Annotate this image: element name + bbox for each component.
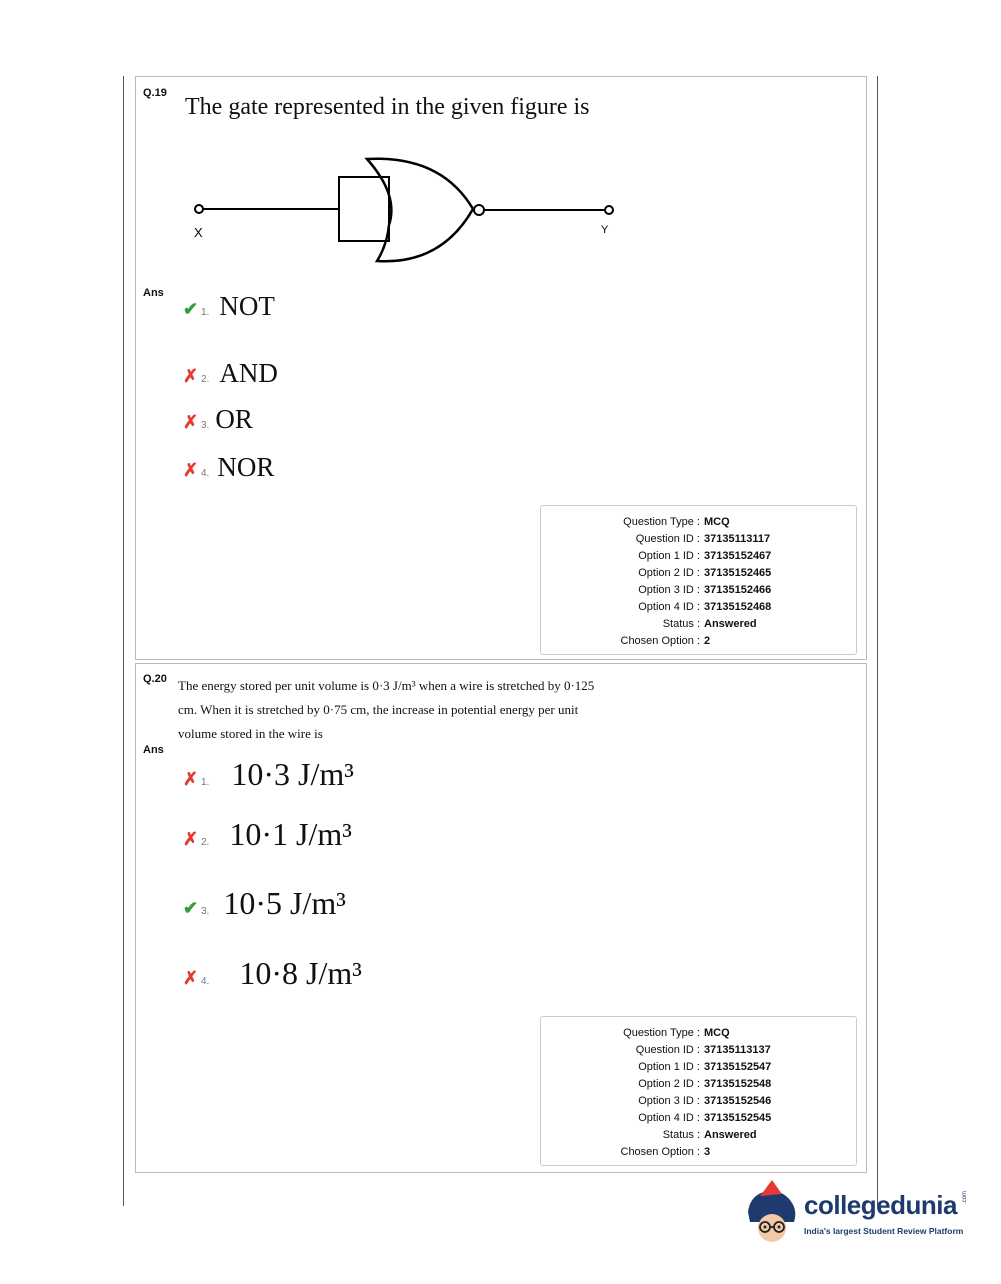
wrong-cross-icon: ✗	[183, 366, 199, 386]
right-border-line	[877, 76, 878, 1206]
option-text: NOT	[219, 291, 275, 321]
question-text	[178, 674, 594, 746]
output-label: Y	[601, 224, 609, 236]
input-terminal	[195, 205, 203, 213]
option-text: NOR	[217, 452, 275, 482]
question-20-box	[135, 663, 867, 1173]
option-number: 3.	[201, 420, 210, 431]
or-gate-body	[367, 159, 473, 262]
wrong-cross-icon: ✗	[183, 412, 199, 432]
not-gate-figure	[191, 155, 691, 275]
option-3	[183, 404, 253, 435]
correct-check-icon: ✔	[183, 898, 199, 918]
option-2	[183, 816, 352, 853]
input-label: X	[194, 225, 203, 240]
option-number: 4.	[201, 468, 210, 479]
gate-input-box	[339, 177, 389, 241]
option-3	[183, 885, 346, 922]
option-number: 2.	[201, 374, 210, 385]
left-border-line	[123, 76, 124, 1206]
inversion-bubble	[474, 205, 484, 215]
answer-label: Ans	[143, 287, 164, 299]
question-text-line: volume stored in the wire is	[178, 726, 323, 741]
question-19-box	[135, 76, 867, 660]
question-text: The gate represented in the given figure is	[185, 94, 590, 120]
output-terminal	[605, 206, 613, 214]
option-number: 2.	[201, 837, 210, 848]
option-text: 10·5 J/m³	[223, 885, 346, 921]
question-number: Q.20	[143, 673, 167, 685]
option-number: 4.	[201, 976, 210, 987]
brand-tagline: India's largest Student Review Platform	[804, 1226, 964, 1236]
option-text: AND	[219, 358, 278, 388]
question-meta-panel: Question Type : MCQ Question ID : 37135113137 Option 1 ID : 37135152547 Option 2 ID : 37135152548 Option 3 ID : 37135152546 Option 4 ID : 37135152545 Status : Answered Chosen Option : 3	[540, 1016, 857, 1166]
option-4	[183, 955, 362, 992]
brand-name: collegedunia	[804, 1190, 957, 1220]
correct-check-icon: ✔	[183, 299, 199, 319]
question-text-line: cm. When it is stretched by 0·75 cm, the increase in potential energy per unit	[178, 702, 579, 717]
question-text-line: The energy stored per unit volume is 0·3 J/m³ when a wire is stretched by 0·125	[178, 678, 595, 693]
question-meta-panel: Question Type : MCQ Question ID : 37135113117 Option 1 ID : 37135152467 Option 2 ID : 37135152465 Option 3 ID : 37135152466 Option 4 ID : 37135152468 Status : Answered Chosen Option : 2	[540, 505, 857, 655]
wrong-cross-icon: ✗	[183, 769, 199, 789]
option-4	[183, 452, 274, 483]
option-1	[183, 756, 354, 793]
wrong-cross-icon: ✗	[183, 968, 199, 988]
option-text: 10·8 J/m³	[239, 955, 362, 991]
brand-suffix: .com	[962, 1190, 968, 1204]
option-number: 1.	[201, 307, 210, 318]
option-text: 10·1 J/m³	[229, 816, 352, 852]
option-text: 10·3 J/m³	[231, 756, 354, 792]
wrong-cross-icon: ✗	[183, 460, 199, 480]
option-1	[183, 291, 275, 322]
option-text: OR	[215, 404, 253, 434]
option-2	[183, 358, 278, 389]
option-number: 3.	[201, 906, 210, 917]
mascot-icon	[742, 1178, 802, 1248]
option-number: 1.	[201, 777, 210, 788]
collegedunia-logo[interactable]	[742, 1178, 982, 1250]
wrong-cross-icon: ✗	[183, 829, 199, 849]
question-number: Q.19	[143, 87, 167, 99]
answer-label: Ans	[143, 744, 164, 756]
